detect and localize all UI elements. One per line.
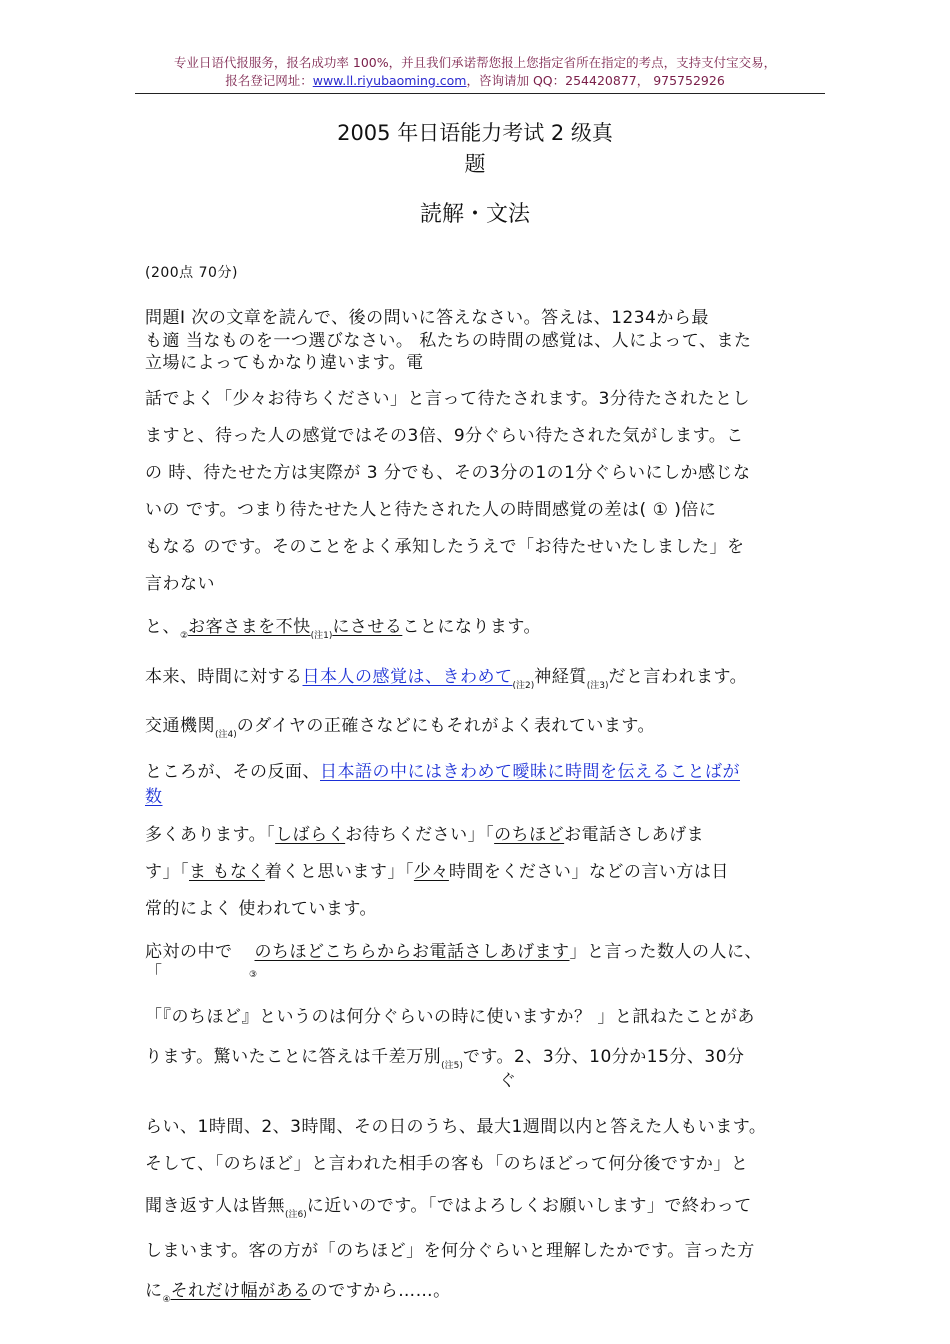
text: 」と言った数人の人に、 (569, 942, 762, 962)
passage-line (145, 782, 163, 807)
wrapped-char: ぐ (499, 1071, 517, 1091)
promo-label: 报名登记网址： (225, 73, 313, 88)
underlined-text: にさせる (332, 617, 403, 637)
passage-line: 言わない (145, 574, 215, 594)
text: のダイヤの正確さなどにもそれがよく表れています。 (236, 716, 656, 736)
text: 着くと思います」「 (264, 862, 414, 882)
text: 応対の中で (145, 942, 233, 962)
passage-line-blank-2 (145, 612, 541, 641)
blank-number: ④ (162, 1295, 171, 1305)
text: に近いのです。「ではよろしくお願いします」で終わって (306, 1196, 752, 1216)
question-1-line-2: も適 当なものを一つ選びなさい。 私たちの時間の感覚は、人によって、また (145, 331, 752, 351)
text: に (145, 1281, 163, 1301)
footnote-mark: (注3) (586, 681, 609, 691)
passage-line: そして、「のちほど」と言われた相手の客も「のちほどって何分後ですか」と (145, 1154, 749, 1174)
score-info: (200点 70分) (145, 265, 238, 281)
underlined-text: のちほどこちらからお電話さしあげます (254, 942, 570, 962)
text: だと言われます。 (608, 667, 748, 687)
underlined-text: お客さまを不快 (188, 617, 311, 637)
hyperlink-text[interactable]: 日本人の感覚は、きわめて (302, 667, 513, 687)
text: のですから……。 (310, 1281, 451, 1301)
passage-line: 常的によく 使われています。 (145, 899, 378, 919)
text: ところが、その反面、 (145, 762, 320, 782)
text: 多くあります。「 (145, 825, 276, 845)
hyperlink-text[interactable]: 日本語の中にはきわめて曖昧に時間を伝えることばが (320, 762, 740, 782)
passage-line: らい、1時間、2、3時聞、その日のうち、最大1週間以内と答えた人もいます。 (145, 1117, 767, 1137)
promo-line-2 (130, 72, 820, 90)
passage-line: ますと、待った人の感覚ではその3倍、9分ぐらい待たされた気がします。こ (145, 426, 744, 446)
header-divider (135, 93, 825, 94)
footnote-mark: (注6) (285, 1210, 307, 1220)
passage-line (145, 857, 729, 882)
passage-line: いの です。つまり待たせた人と待たされた人の時間感覚の差は( ① )倍に (145, 500, 717, 520)
question-1-line-3: 立場によってもかなり違います。電 (145, 353, 424, 373)
bracket-open: 「 (145, 963, 163, 983)
promo-line-1: 专业日语代报服务，报名成功率 100%，并且我们承诺帮您报上您指定省所在指定的考点，支持支付宝交易， (173, 55, 777, 70)
doc-title-line-2: 题 (464, 152, 486, 176)
underlined-text: しばらく (275, 825, 346, 845)
passage-line (145, 1191, 752, 1220)
passage-line (145, 1042, 745, 1071)
text: と、 (145, 617, 180, 637)
passage-line: 話でよく「少々お待ちください」と言って待たされます。3分待たされたとし (145, 389, 750, 409)
footnote-mark: (注5) (441, 1061, 463, 1071)
underlined-text: 少々 (413, 862, 449, 882)
promo-contact: ，咨询请加 QQ：254420877， 975752926 (466, 73, 725, 88)
text: 聞き返す人は皆無 (145, 1196, 285, 1216)
text: 時間をください」などの言い方は日 (448, 862, 729, 882)
text: です。2、3分、10分か15分、30分 (462, 1047, 745, 1067)
text: 交通機関 (145, 716, 215, 736)
passage-line (145, 711, 655, 740)
passage-line (145, 757, 740, 782)
footnote-mark: (注4) (215, 730, 237, 740)
passage-line-blank-4 (145, 1276, 451, 1305)
passage-line (145, 662, 747, 691)
question-1-line-1: 問題Ⅰ 次の文章を読んで、後の問いに答えなさい。答えは、1234から最 (145, 308, 709, 328)
hyperlink-text[interactable]: 数 (145, 787, 163, 807)
blank-number: ③ (249, 970, 258, 980)
text: ります。驚いたことに答えは千差万別 (145, 1047, 442, 1067)
doc-title-line-1: 2005 年日语能力考试 2 级真 (337, 121, 613, 145)
passage-line: もなる のです。そのことをよく承知したうえで「お待たせいたしました」を (145, 537, 745, 557)
text: お電話さしあげま (564, 825, 705, 845)
footnote-mark: (注2) (512, 681, 535, 691)
passage-line-blank-3 (145, 937, 762, 962)
text: 神経質 (534, 667, 587, 687)
underlined-text: それだけ幅がある (170, 1281, 311, 1301)
text: 本来、時間に対する (145, 667, 303, 687)
text: す」「 (145, 862, 189, 882)
passage-line: しまいます。客の方が「のちほど」を何分ぐらいと理解したかです。言った方 (145, 1241, 755, 1261)
underlined-text: ま もなく (189, 862, 265, 882)
passage-line (145, 820, 704, 845)
blank-number: ② (180, 631, 189, 641)
passage-line: の 時、待たせた方は実際が 3 分でも、その3分の1の1分ぐらいにしか感じな (145, 463, 751, 483)
passage-line: 「『のちほど』というのは何分ぐらいの時に使いますか？ 」と訊ねたことがあ (145, 1007, 755, 1027)
section-title: 読解・文法 (419, 202, 530, 227)
text: お待ちください」「 (345, 825, 495, 845)
registration-link[interactable]: www.ll.riyubaoming.com (312, 73, 467, 88)
text: ことになります。 (402, 617, 541, 637)
footnote-mark: (注1) (310, 631, 333, 641)
underlined-text: のちほど (494, 825, 565, 845)
promo-header (130, 54, 820, 90)
